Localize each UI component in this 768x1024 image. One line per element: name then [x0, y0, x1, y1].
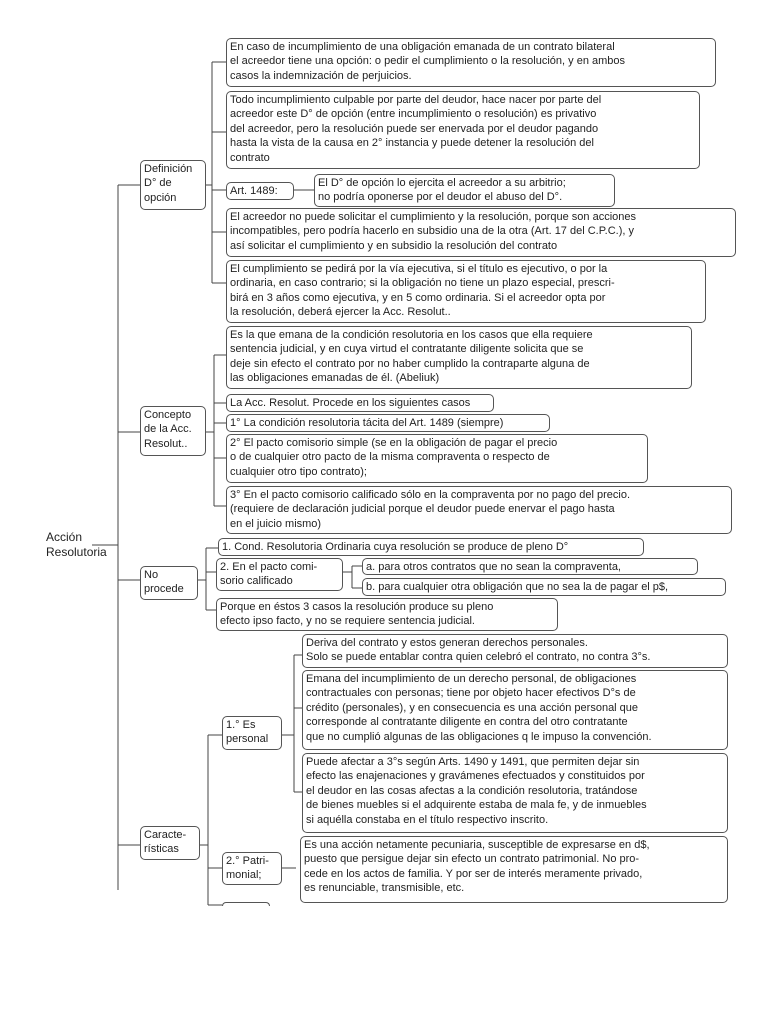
definicion-item-4: El cumplimiento se pedirá por la vía ejecutiva, si el título es ejecutivo, o por la ordinaria, en caso contrario; si la obligación no tiene un plazo especial, prescri- birá en 3 años como ejecutiva, y en 5 como ordinaria. Si el acreedor opta por la resolución, deberá ejercer la Acc. Resolut.. — [226, 260, 706, 323]
definicion-item-2: Todo incumplimiento culpable por parte del deudor, hace nacer por parte del acreedor este D° de opción (entre incumplimiento o resolución) es privativo del acreedor, pero la resolución puede ser enervada por el deudor pagando hasta la vista de la causa en 2° instancia y puede detener la resolución del contrato — [226, 91, 700, 169]
no-procede-item-2: 2. En el pacto comi- sorio calificado — [216, 558, 343, 591]
concepto-item-2: La Acc. Resolut. Procede en los siguientes casos — [226, 394, 494, 412]
art-1489-label: Art. 1489: — [226, 182, 294, 200]
personal-item-1: Deriva del contrato y estos generan derechos personales. Solo se puede entablar contra quien celebró el contrato, no contra 3°s. — [302, 634, 728, 668]
no-procede-item-1: 1. Cond. Resolutoria Ordinaria cuya resolución se produce de pleno D° — [218, 538, 644, 556]
art-1489-text: El D° de opción lo ejercita el acreedor a su arbitrio; no podría oponerse por el deudor el abuso del D°. — [314, 174, 615, 207]
branch-caracteristicas: Caracte- rísticas — [140, 826, 200, 860]
concepto-item-4: 2° El pacto comisorio simple (se en la obligación de pagar el precio o de cualquier otro pacto de la misma compraventa o respecto de cualquier otro tipo contrato); — [226, 434, 648, 483]
concepto-item-1: Es la que emana de la condición resolutoria en los casos que ella requiere sentencia judicial, y en cuya virtud el contratante diligente solicita que se deje sin efecto el contrato por no haber cumplido la contraparte alguna de las obligaciones emanadas de él. (Abeliuk) — [226, 326, 692, 389]
no-procede-item-2b: b. para cualquier otra obligación que no sea la de pagar el p$, — [362, 578, 726, 596]
concepto-item-3: 1° La condición resolutoria tácita del Art. 1489 (siempre) — [226, 414, 550, 432]
caracteristica-patrimonial: 2.° Patri- monial; — [222, 852, 282, 885]
definicion-item-1: En caso de incumplimiento de una obligación emanada de un contrato bilateral el acreedor tiene una opción: o pedir el cumplimiento o la resolución, y en ambos casos la indemnización de perjuicios. — [226, 38, 716, 87]
branch-concepto: Concepto de la Acc. Resolut.. — [140, 406, 206, 456]
truncated-next-node — [222, 902, 270, 906]
no-procede-item-2a: a. para otros contratos que no sean la compraventa, — [362, 558, 698, 575]
definicion-item-3: El acreedor no puede solicitar el cumplimiento y la resolución, porque son acciones incompatibles, pero podría hacerlo en subsidio una de la otra (Art. 17 del C.P.C.), y así solicitar el cumplimiento y en subsidio la resolución del contrato — [226, 208, 736, 257]
root-node: Acción Resolutoria — [46, 530, 107, 559]
branch-definicion: Definición D° de opción — [140, 160, 206, 210]
caracteristica-personal: 1.° Es personal — [222, 716, 282, 750]
concepto-item-5: 3° En el pacto comisorio calificado sólo en la compraventa por no pago del precio. (requiere de declaración judicial porque el deudor puede enervar el pago hasta en el juicio mismo) — [226, 486, 732, 534]
personal-item-3: Puede afectar a 3°s según Arts. 1490 y 1491, que permiten dejar sin efecto las enajenaciones y gravámenes efectuados y constituidos por el deudor en las cosas afectas a la condición resolutoria, tratándose de bienes muebles si el adquirente estaba de mala fe, y de inmuebles si aquélla constaba en el título respectivo inscrito. — [302, 753, 728, 833]
personal-item-2: Emana del incumplimiento de un derecho personal, de obligaciones contractuales con personas; tiene por objeto hacer efectivos D°s de crédito (personales), y en consecuencia es una acción personal que corresponde al contratante diligente en contra del otro contratante que no cumplió algunas de las obligaciones q le impuso la convención. — [302, 670, 728, 750]
no-procede-note: Porque en éstos 3 casos la resolución produce su pleno efecto ipso facto, y no se requiere sentencia judicial. — [216, 598, 558, 631]
patrimonial-item-1: Es una acción netamente pecuniaria, susceptible de expresarse en d$, puesto que persigue dejar sin efecto un contrato patrimonial. No pro- cede en los actos de familia. Y por ser de interés meramente privado, es renunciable, transmisible, etc. — [300, 836, 728, 903]
branch-no-procede: No procede — [140, 566, 198, 600]
